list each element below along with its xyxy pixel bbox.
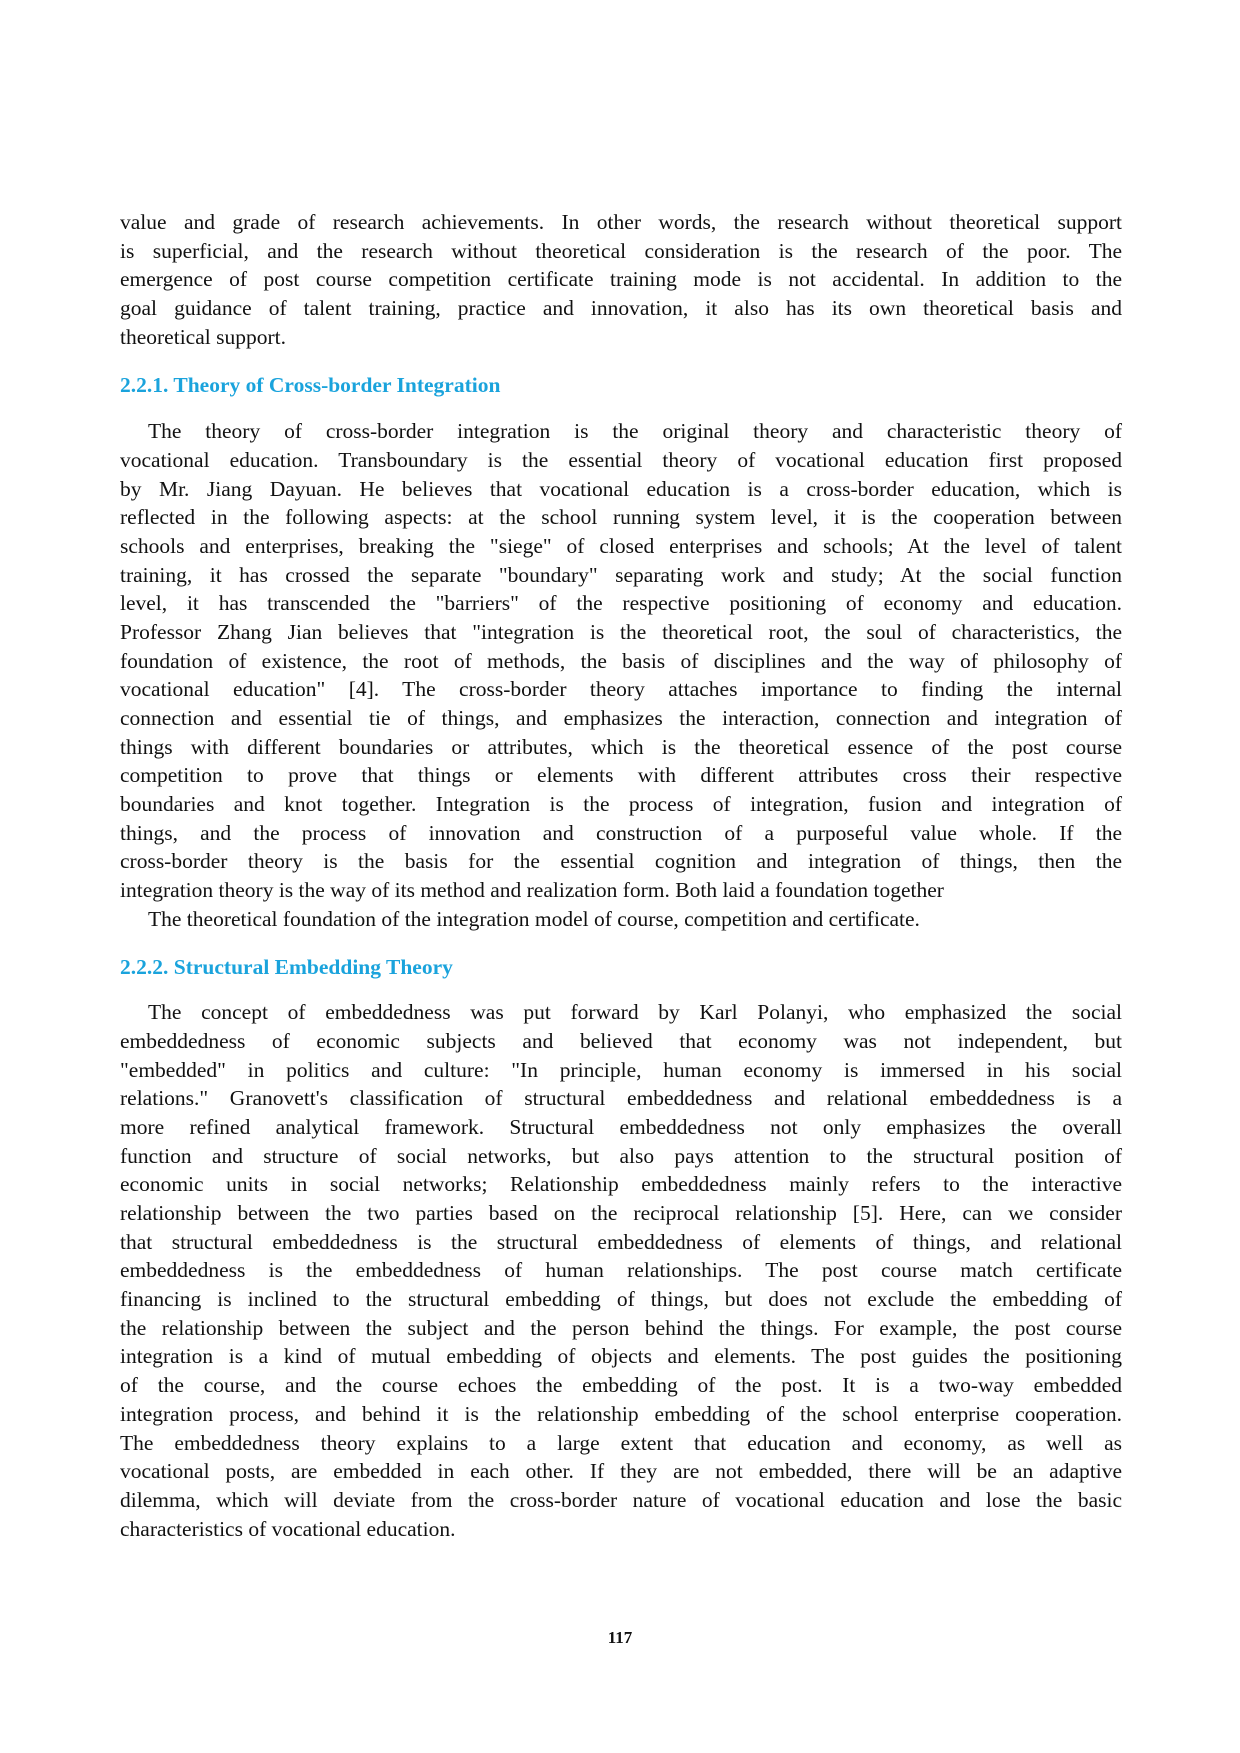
- text-line: cross-border theory is the basis for the essential cognition and integration of things, then the: [120, 849, 1122, 874]
- text-line: more refined analytical framework. Structural embeddedness not only emphasizes the overall: [120, 1114, 1122, 1139]
- text-line: by Mr. Jiang Dayuan. He believes that vocational education is a cross-border education, which is: [120, 476, 1122, 501]
- text-line: things, and the process of innovation and construction of a purposeful value whole. If the: [120, 820, 1122, 845]
- text-line: is superficial, and the research without theoretical consideration is the research of the poor. The: [120, 238, 1122, 263]
- text-line: schools and enterprises, breaking the "siege" of closed enterprises and schools; At the level of talent: [120, 533, 1122, 558]
- text-line: integration is a kind of mutual embedding of objects and elements. The post guides the positioning: [120, 1344, 1122, 1369]
- text-line: Professor Zhang Jian believes that "integration is the theoretical root, the soul of characteristics, the: [120, 619, 1122, 644]
- text-line: training, it has crossed the separate "boundary" separating work and study; At the social function: [120, 562, 1122, 587]
- text-line: foundation of existence, the root of methods, the basis of disciplines and the way of philosophy of: [120, 648, 1122, 673]
- text-line: emergence of post course competition certificate training mode is not accidental. In addition to the: [120, 267, 1122, 292]
- page-body: [120, 208, 1122, 1543]
- text-line: integration theory is the way of its method and realization form. Both laid a foundation together: [120, 878, 944, 903]
- section-heading-cross-border-integration: 2.2.1. Theory of Cross-border Integration: [120, 373, 501, 398]
- text-line: that structural embeddedness is the structural embeddedness of elements of things, and relational: [120, 1229, 1122, 1254]
- text-line: integration process, and behind it is the relationship embedding of the school enterprise cooperation.: [120, 1401, 1122, 1426]
- text-line: economic units in social networks; Relationship embeddedness mainly refers to the interactive: [120, 1172, 1122, 1197]
- section-heading-structural-embedding: 2.2.2. Structural Embedding Theory: [120, 954, 453, 979]
- text-line: of the course, and the course echoes the embedding of the post. It is a two-way embedded: [120, 1373, 1122, 1398]
- text-line: financing is inclined to the structural embedding of things, but does not exclude the embedding of: [120, 1287, 1122, 1312]
- text-line: dilemma, which will deviate from the cross-border nature of vocational education and lose the basic: [120, 1487, 1122, 1512]
- text-line: function and structure of social networks, but also pays attention to the structural position of: [120, 1143, 1122, 1168]
- text-line: characteristics of vocational education.: [120, 1516, 456, 1541]
- text-line: boundaries and knot together. Integration is the process of integration, fusion and integration of: [120, 792, 1122, 817]
- text-line: vocational education. Transboundary is the essential theory of vocational education first proposed: [120, 447, 1122, 472]
- text-line: The concept of embeddedness was put forward by Karl Polanyi, who emphasized the social: [148, 1000, 1122, 1025]
- text-line-continuation: The theoretical foundation of the integration model of course, competition and certificate.: [148, 906, 920, 931]
- text-line: "embedded" in politics and culture: "In principle, human economy is immersed in his social: [120, 1057, 1122, 1082]
- text-line: things with different boundaries or attributes, which is the theoretical essence of the post course: [120, 734, 1122, 759]
- text-line: relationship between the two parties based on the reciprocal relationship [5]. Here, can we consider: [120, 1201, 1122, 1226]
- text-line: competition to prove that things or elements with different attributes cross their respective: [120, 763, 1122, 788]
- text-line: The embeddedness theory explains to a large extent that education and economy, as well as: [120, 1430, 1122, 1455]
- text-line: The theory of cross-border integration is the original theory and characteristic theory of: [148, 419, 1122, 444]
- text-line: vocational education" [4]. The cross-border theory attaches importance to finding the internal: [120, 677, 1122, 702]
- text-line: embeddedness is the embeddedness of human relationships. The post course match certificate: [120, 1258, 1122, 1283]
- cross-border-integration-paragraph: [120, 417, 1122, 933]
- text-line: level, it has transcended the "barriers" of the respective positioning of economy and education.: [120, 591, 1122, 616]
- text-line: connection and essential tie of things, and emphasizes the interaction, connection and integration of: [120, 706, 1122, 731]
- intro-paragraph: [120, 208, 1122, 351]
- text-line: vocational posts, are embedded in each other. If they are not embedded, there will be an adaptive: [120, 1459, 1122, 1484]
- structural-embedding-paragraph: [120, 998, 1122, 1543]
- text-line: the relationship between the subject and the person behind the things. For example, the post course: [120, 1315, 1122, 1340]
- text-line: embeddedness of economic subjects and believed that economy was not independent, but: [120, 1028, 1122, 1053]
- text-line: theoretical support.: [120, 324, 286, 349]
- text-line: reflected in the following aspects: at the school running system level, it is the cooperation between: [120, 505, 1122, 530]
- page-number: 117: [607, 1628, 633, 1647]
- text-line: relations." Granovett's classification of structural embeddedness and relational embeddedness is a: [120, 1086, 1122, 1111]
- text-line: goal guidance of talent training, practice and innovation, it also has its own theoretical basis and: [120, 296, 1122, 321]
- text-line: value and grade of research achievements. In other words, the research without theoretical support: [120, 210, 1122, 234]
